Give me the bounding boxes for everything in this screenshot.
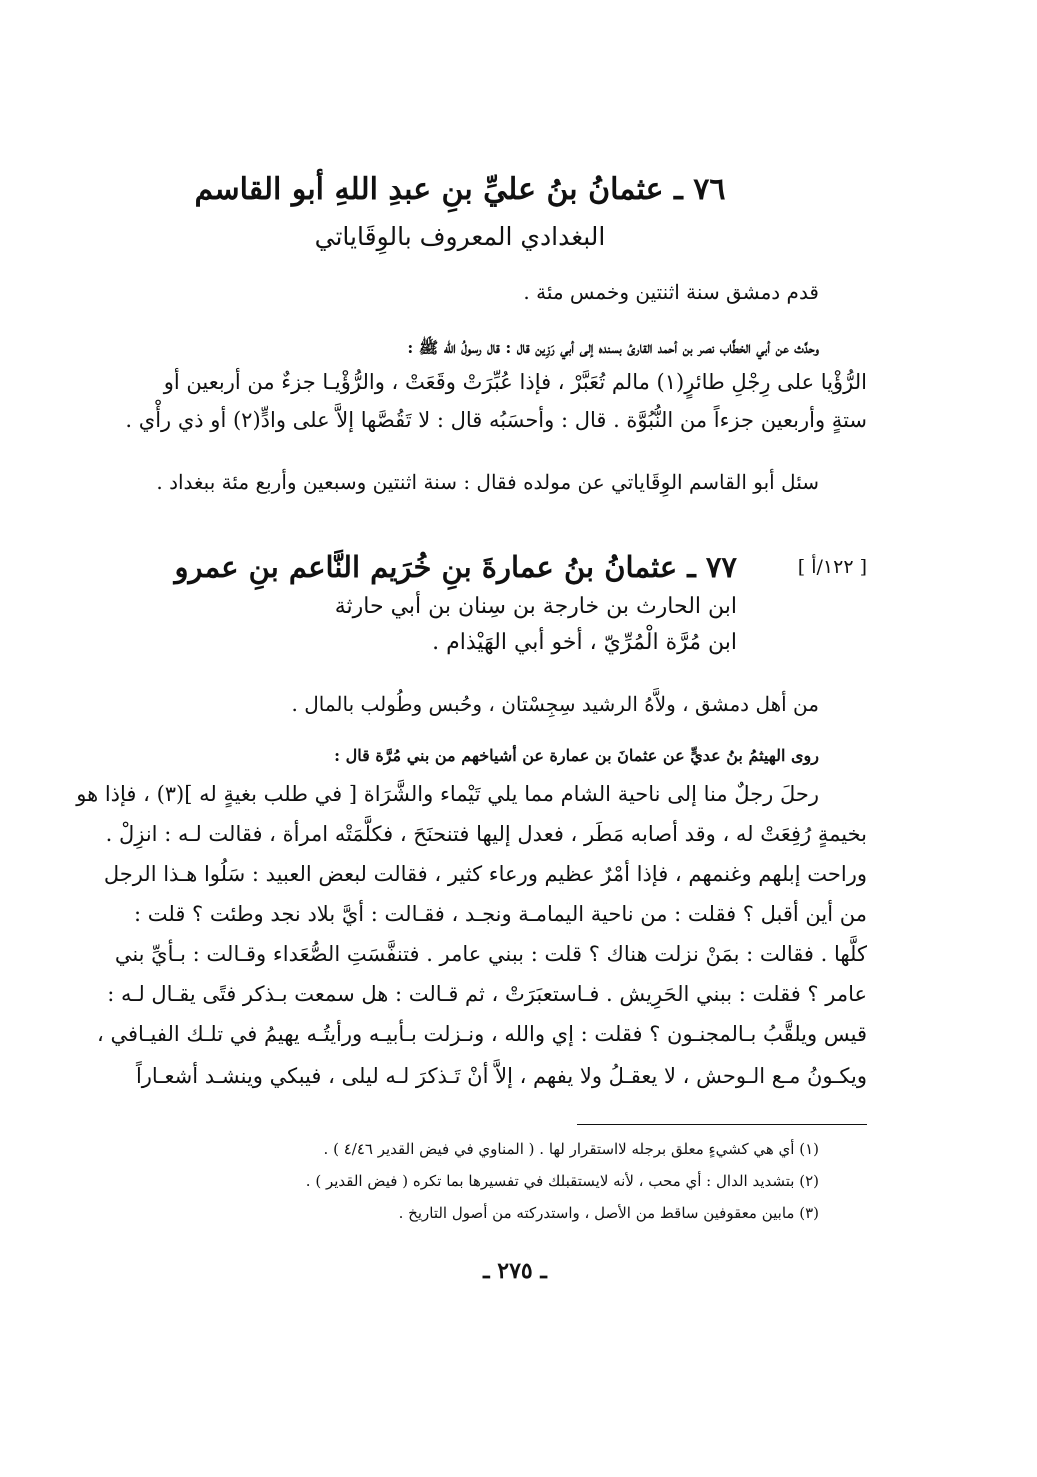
entry-77-body-line-7: قيس ويلقَّبُ بـالمجنـون ؟ فقلت : إي والله ، ونـزلت بـأبيـه ورأيتُـه يهيمُ في تلـك الفيـافي ،	[96, 1022, 867, 1046]
entry-77-origin: من أهل دمشق ، ولاَّهُ الرشيد سِجِسْتان ، وحُبس وطُولب بالمال .	[291, 692, 819, 716]
entry-76-hadith-line-2: ستةٍ وأربعين جزءاً من النُّبُوَّة . قال : وأحسَبُه قال : لا تَقُصَّها إلاَّ على وادٍّ(٢) أو ذي رأْي .	[125, 408, 867, 432]
entry-76-arrival: قدم دمشق سنة اثنتين وخمس مئة .	[523, 280, 819, 304]
entry-77-body-line-5: كلَّها . فقالت : بمَنْ نزلت هناك ؟ قلت : ببني عامر . فتنفَّسَتِ الصُّعَداء وقـالت : بـأيِّ بني	[114, 942, 867, 966]
entry-77-body-line-8: ويكـونُ مـع الـوحش ، لا يعقـلُ ولا يفهم ، إلاَّ أنْ تَـذكرَ لـه ليلى ، فيبكي وينشـد أشعـاراً	[135, 1064, 867, 1088]
entry-77-body-line-2: بخيمةٍ رُفِعَتْ له ، وقد أصابه مَطَر ، فعدل إليها فتنحنَحَ ، فكلَّمَتْه امرأة ، فقالت لـه : انزِلْ .	[105, 822, 867, 846]
entry-77-isnad: روى الهيثمُ بنُ عديٍّ عن عثمانَ بن عمارة عن أشياخهم من بني مُرَّة قال :	[334, 746, 819, 765]
entry-76-hadith-line-1: الرُّؤْيا على رِجْلِ طائرٍ(١) مالم تُعَبَّرْ ، فإذا عُبِّرَتْ وقَعَتْ ، والرُّؤْيـا جزءٌ من أربعين أو	[163, 370, 867, 394]
folio-marker: [ ١٢٢/أ ]	[797, 556, 867, 578]
entry-77-subtitle-line-2: ابن مُرَّة الْمُرِّيّ ، أخو أبي الهَيْذام .	[432, 630, 737, 655]
entry-77-body-line-1: رحلَ رجلٌ منا إلى ناحية الشام مما يلي تَيْماء والشَّرَاة [ في طلب بغيةٍ له ](٣) ، فإذا هو	[76, 782, 819, 806]
footnote-1: (١) أي هي كشيءٍ معلق برجله لااستقرار لها . ( المناوي في فيض القدير ٤/٤٦ ) .	[323, 1140, 819, 1158]
entry-76-isnad: وحدَّث عن أبي الخطَّاب نصر بن أحمد القارئ بسنده إلى أبي رَزِين قال : قال رسولُ الله ﷺ :	[407, 338, 819, 357]
entry-77-body-line-4: من أين أقبل ؟ فقلت : من ناحية اليمامـة ونجـد ، فقـالت : أيَّ بلاد نجد وطئت ؟ قلت :	[134, 902, 867, 926]
entry-76-subtitle: البغدادي المعروف بالوِقَاياتي	[314, 222, 606, 251]
footnote-divider	[577, 1124, 867, 1125]
footnote-2: (٢) بتشديد الدال : أي محب ، لأنه لايستقبلك في تفسيرها بما تكره ( فيض القدير ) .	[305, 1172, 819, 1190]
entry-76-birth: سئل أبو القاسم الوِقَاياتي عن مولده فقال : سنة اثنتين وسبعين وأربع مئة ببغداد .	[156, 470, 819, 494]
entry-77-body-line-3: وراحت إبلهم وغنمهم ، فإذا أمْرٌ عظيم ورعاء كثير ، فقالت لبعض العبيد : سَلُوا هـذا الرجل	[103, 862, 867, 886]
entry-76-title: ٧٦ ـ عثمانُ بنُ عليِّ بنِ عبدِ اللهِ أبو القاسم	[194, 172, 726, 207]
entry-77-title: ٧٧ ـ عثمانُ بنُ عمارةَ بنِ خُرَيم النَّاعم بنِ عمرو	[174, 550, 737, 584]
entry-77-body-line-6: عامر ؟ فقلت : ببني الحَرِيش . فـاستعبَرَتْ ، ثم قـالت : هل سمعت بـذكر فتًى يقـال لـه :	[107, 982, 867, 1006]
entry-77-subtitle-line-1: ابن الحارث بن خارجة بن سِنان بن أبي حارثة	[334, 594, 737, 619]
page-number: ـ ٢٧٥ ـ	[483, 1258, 547, 1284]
footnote-3: (٣) مابين معقوفين ساقط من الأصل ، واستدركته من أصول التاريخ .	[398, 1204, 819, 1222]
